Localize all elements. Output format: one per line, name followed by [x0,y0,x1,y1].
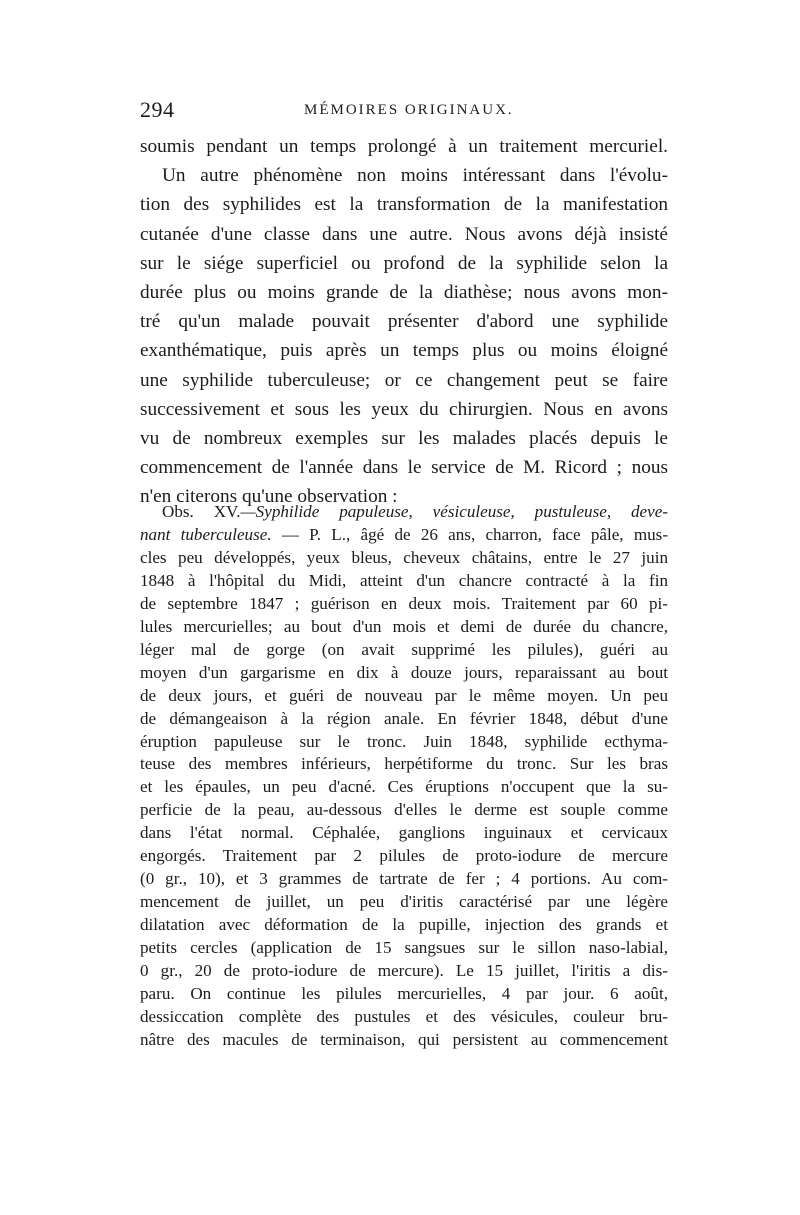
text-line: de deux jours, et guéri de nouveau par le même moyen. Un peu [140,685,668,705]
text-line: cutanée d'une classe dans une autre. Nous avons déjà insisté [140,223,668,245]
observation-heading-line [140,524,668,547]
observation-label: Obs. XV. [162,502,241,521]
page-number: 294 [140,97,175,122]
text-line: léger mal de gorge (on avait supprimé les pilules), guéri au [140,639,668,659]
text-line: cles peu développés, yeux bleus, cheveux châtains, entre le 27 juin [140,547,668,567]
text-line: engorgés. Traitement par 2 pilules de proto-iodure de mercure [140,846,668,866]
page-header [140,97,668,127]
text-line: petits cercles (application de 15 sangsues sur le sillon naso-labial, [140,938,668,958]
text-line: perficie de la peau, au-dessous d'elles le derme est souple comme [140,800,668,820]
text-line: (0 gr., 10), et 3 grammes de tartrate de fer ; 4 portions. Au com- [140,869,668,889]
text-line: mencement de juillet, un peu d'iritis caractérisé par une légère [140,892,668,912]
observation-title-end: nant tuberculeuse. [140,524,272,544]
text-line: moyen d'un gargarisme en dix à douze jours, reparaissant au bout [140,662,668,682]
text-line: commencement de l'année dans le service de M. Ricord ; nous [140,457,668,479]
text-line: n'en citerons qu'une observation : [140,486,398,508]
text-line: successivement et sous les yeux du chirurgien. Nous en avons [140,398,668,420]
observation-title: —Syphilide papuleuse, vésiculeuse, pustuleuse, deve- [240,502,669,521]
text-line: dans l'état normal. Céphalée, ganglions inguinaux et cervicaux [140,823,668,843]
text-line: éruption papuleuse sur le tronc. Juin 1848, syphilide ecthyma- [140,731,668,751]
text-line: tion des syphilides est la transformation de la manifestation [140,194,668,216]
patient-intro: — P. L., âgé de 26 ans, charron, face pâle, mus- [271,524,669,544]
text-line: sur le siége superficiel ou profond de la syphilide selon la [140,252,668,274]
text-line: tré qu'un malade pouvait présenter d'abord une syphilide [140,311,668,333]
text-line: de démangeaison à la région anale. En février 1848, début d'une [140,708,668,728]
text-line: 0 gr., 20 de proto-iodure de mercure). Le 15 juillet, l'iritis a dis- [140,961,668,981]
text-line: dessiccation complète des pustules et des vésicules, couleur bru- [140,1006,668,1026]
text-line: de septembre 1847 ; guérison en deux mois. Traitement par 60 pi- [140,593,668,613]
text-line: exanthématique, puis après un temps plus ou moins éloigné [140,340,668,362]
main-paragraphs [140,132,668,512]
text-line: teuse des membres inférieurs, herpétiforme du tronc. Sur les bras [140,754,668,774]
text-line: paru. On continue les pilules mercurielles, 4 par jour. 6 août, [140,984,668,1004]
text-line: nâtre des macules de terminaison, qui persistent au commencement [140,1029,668,1049]
observation-block [140,501,668,1052]
running-title: MÉMOIRES ORIGINAUX. [304,102,514,118]
text-line: soumis pendant un temps prolongé à un traitement mercuriel. [140,136,668,157]
text-line: dilatation avec déformation de la pupille, injection des grands et [140,915,668,935]
text-line: lules mercurielles; au bout d'un mois et demi de durée du chancre, [140,616,668,636]
observation-heading-line [140,501,668,524]
text-line: 1848 à l'hôpital du Midi, atteint d'un chancre contracté à la fin [140,570,668,590]
text-line: vu de nombreux exemples sur les malades placés depuis le [140,428,668,450]
text-line: et les épaules, un peu d'acné. Ces éruptions n'occupent que la su- [140,777,668,797]
text-line: durée plus ou moins grande de la diathèse; nous avons mon- [140,282,668,304]
text-line: une syphilide tuberculeuse; or ce changement peut se faire [140,369,668,391]
text-line: Un autre phénomène non moins intéressant dans l'évolu- [162,165,668,187]
